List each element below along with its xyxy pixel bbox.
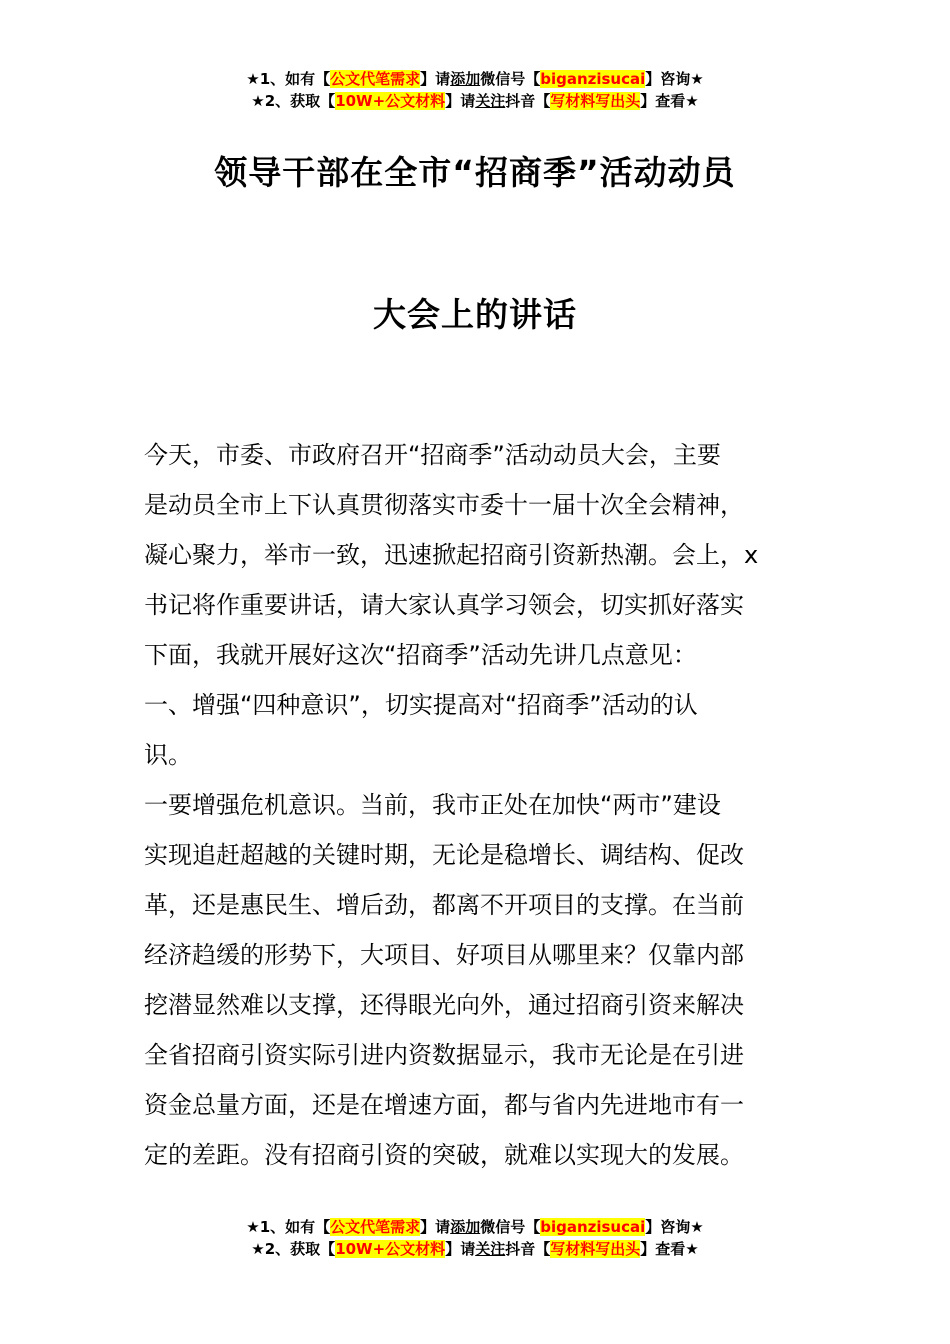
body-line: 定的差距。没有招商引资的突破，就难以实现大的发展。 (144, 1141, 744, 1169)
banner-text: 】请 (445, 92, 476, 110)
banner-text: 微信号【 (480, 70, 541, 88)
banner-text: 】咨询★ (645, 70, 704, 88)
body-line: 挖潜显然难以支撑，还得眼光向外，通过招商引资来解决 (144, 991, 744, 1019)
document-title-line-2: 大会上的讲话 (373, 295, 577, 334)
banner-highlight: 写材料写出头 (550, 92, 641, 110)
banner-highlight: 10W+公文材料 (335, 92, 446, 110)
banner-line-2 (0, 1238, 950, 1260)
body-line: 下面，我就开展好这次“招商季”活动先讲几点意见： (144, 641, 697, 669)
section-heading: 一、增强“四种意识”，切实提高对“招商季”活动的认 (144, 691, 698, 719)
body-line: 经济趋缓的形势下，大项目、好项目从哪里来？仅靠内部 (144, 941, 744, 969)
banner-text: ★1、如有【 (246, 1218, 331, 1236)
banner-text: 】查看★ (640, 1240, 699, 1258)
header-banner (0, 68, 950, 112)
banner-underline: 添加 (450, 1218, 481, 1236)
body-line: 全省招商引资实际引进内资数据显示，我市无论是在引进 (144, 1041, 744, 1069)
body-line: 是动员全市上下认真贯彻落实市委十一届十次全会精神， (144, 491, 744, 519)
body-line: 革，还是惠民生、增后劲，都离不开项目的支撑。在当前 (144, 891, 744, 919)
banner-line-1 (0, 1216, 950, 1238)
banner-text: 】请 (420, 70, 451, 88)
banner-highlight: 10W+公文材料 (335, 1240, 446, 1258)
document-title-line-1: 领导干部在全市“招商季”活动动员 (214, 153, 736, 192)
banner-highlight: 公文代笔需求 (330, 1218, 421, 1236)
banner-line-2 (0, 90, 950, 112)
body-line: 资金总量方面，还是在增速方面，都与省内先进地市有一 (144, 1091, 744, 1119)
banner-underline: 关注 (475, 92, 506, 110)
banner-text: ★2、获取【 (251, 1240, 336, 1258)
banner-text: 抖音【 (505, 92, 551, 110)
document-body (144, 430, 814, 1180)
banner-text: ★2、获取【 (251, 92, 336, 110)
body-line: 书记将作重要讲话，请大家认真学习领会，切实抓好落实 (144, 591, 744, 619)
body-line: 今天，市委、市政府召开“招商季”活动动员大会，主要 (144, 441, 721, 469)
banner-underline: 关注 (475, 1240, 506, 1258)
banner-underline: 添加 (450, 70, 481, 88)
banner-text: 】咨询★ (645, 1218, 704, 1236)
banner-text: ★1、如有【 (246, 70, 331, 88)
body-line: 凝心聚力，举市一致，迅速掀起招商引资新热潮。会上，x (144, 541, 759, 569)
body-line: 一要增强危机意识。当前，我市正处在加快“两市”建设 (144, 791, 721, 819)
banner-text: 】请 (445, 1240, 476, 1258)
section-heading: 识。 (144, 741, 192, 769)
banner-text: 】查看★ (640, 92, 699, 110)
banner-text: 】请 (420, 1218, 451, 1236)
banner-text: 抖音【 (505, 1240, 551, 1258)
body-line: 实现追赶超越的关键时期，无论是稳增长、调结构、促改 (144, 841, 744, 869)
banner-line-1 (0, 68, 950, 90)
banner-highlight: biganzisucai (540, 1218, 646, 1236)
footer-banner (0, 1216, 950, 1260)
banner-text: 微信号【 (480, 1218, 541, 1236)
banner-highlight: biganzisucai (540, 70, 646, 88)
banner-highlight: 写材料写出头 (550, 1240, 641, 1258)
banner-highlight: 公文代笔需求 (330, 70, 421, 88)
